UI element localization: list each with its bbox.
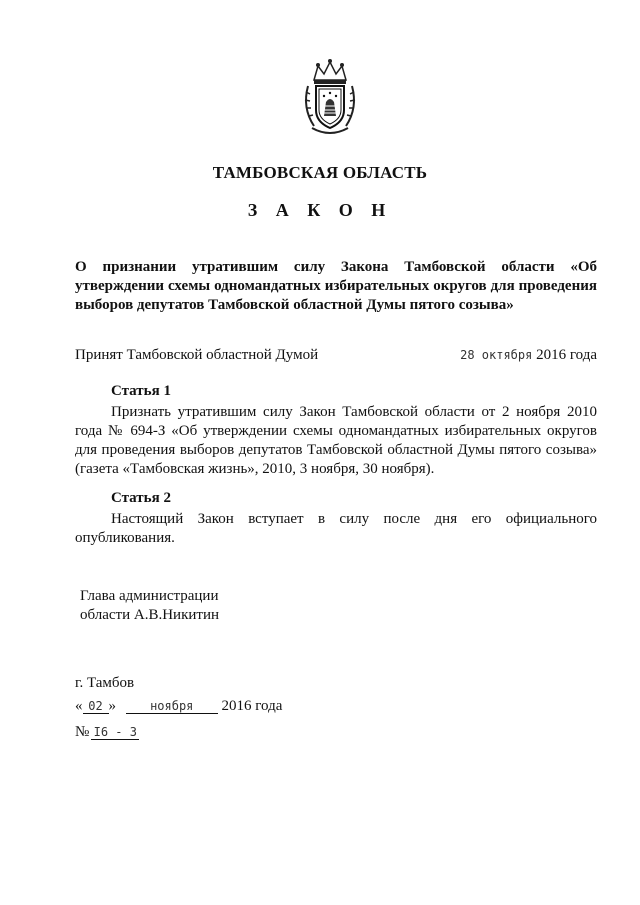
signing-date bbox=[75, 698, 282, 720]
law-number-line bbox=[75, 724, 139, 746]
document-type: З А К О Н bbox=[247, 200, 393, 220]
city: г. Тамбов bbox=[75, 675, 135, 691]
number-sign: № bbox=[75, 724, 90, 740]
signing-month: ноября bbox=[126, 699, 218, 714]
region-name: ТАМБОВСКАЯ ОБЛАСТЬ bbox=[212, 163, 428, 182]
law-title: О признании утратившим силу Закона Тамбовской области «Об утверждении схемы одномандатных избирательных округов для проведения выборов депутатов Тамбовской областной Думы пятого созыва» bbox=[75, 259, 597, 313]
article-1-text: Признать утратившим силу Закон Тамбовской области от 2 ноября 2010 года № 694-З «Об утверждении схемы одномандатных избирательных округов для проведения выборов депутатов Тамбовской областной Думы пятого созыва» (газета «Тамбовская жизнь», 2010, 3 ноября, 30 ноября). bbox=[75, 404, 597, 477]
adoption-date-handwritten: 28 октября bbox=[460, 348, 533, 362]
signature-block bbox=[80, 587, 219, 625]
coat-of-arms-icon bbox=[300, 58, 360, 136]
adoption-year: 2016 года bbox=[536, 347, 597, 363]
quote-close: » bbox=[108, 698, 116, 714]
article-2-heading: Статья 2 bbox=[111, 490, 171, 506]
adoption-date bbox=[460, 347, 597, 364]
adoption-label: Принят Тамбовской областной Думой bbox=[75, 347, 319, 363]
article-2-text: Настоящий Закон вступает в силу после дня его официального опубликования. bbox=[75, 511, 597, 546]
article-1-heading: Статья 1 bbox=[111, 383, 171, 399]
signature-title: Глава администрации bbox=[80, 588, 219, 604]
quote-open: « bbox=[75, 698, 83, 714]
law-number: I6 - З bbox=[91, 725, 139, 740]
signature-name: области А.В.Никитин bbox=[80, 607, 220, 623]
adoption-line bbox=[75, 347, 597, 367]
signing-day: 02 bbox=[83, 699, 109, 714]
signing-year: 2016 года bbox=[221, 698, 283, 714]
